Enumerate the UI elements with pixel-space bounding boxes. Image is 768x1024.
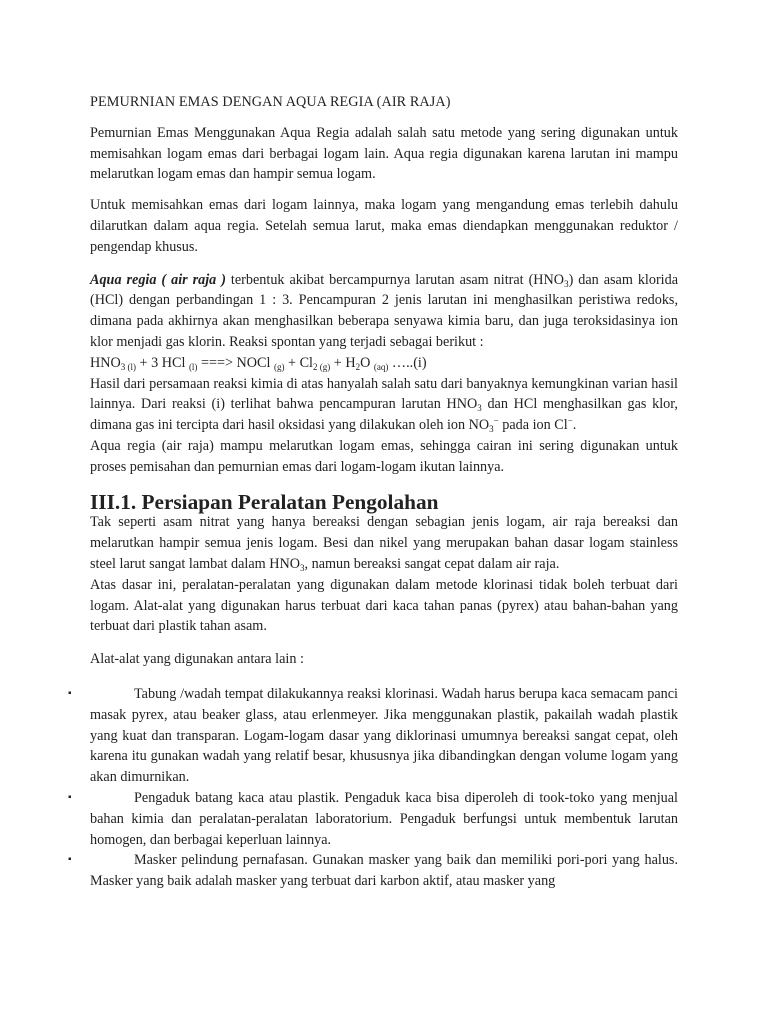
separation-paragraph: Untuk memisahkan emas dari logam lainnya, maka logam yang mengandung emas terlebih dahulu dilarutkan dalam aqua regia. Setelah semua larut, maka emas diendapkan menggunakan reduktor / pengendap khusus. [90, 197, 678, 255]
usage-paragraph: Aqua regia (air raja) mampu melarutkan logam emas, sehingga cairan ini sering digunakan untuk proses pemisahan dan pemurnian emas dari logam-logam ikutan lainnya. [90, 437, 678, 475]
document-body [68, 92, 679, 892]
list-intro: Alat-alat yang digunakan antara lain : [90, 651, 304, 668]
reaction-equation [90, 353, 678, 374]
result-text-d: . [572, 417, 577, 434]
aqua-regia-text-a: terbentuk akibat bercampurnya larutan asam nitrat (HNO [225, 271, 565, 288]
superscript: − [493, 415, 499, 426]
eq-part: + 3 HCl [136, 354, 189, 371]
subscript: 3 [300, 562, 305, 573]
aqua-regia-term: Aqua regia ( air raja ) [90, 271, 226, 288]
section-heading: III.1. Persiapan Peralatan Pengolahan [90, 489, 439, 514]
list-item-text: Tabung /wadah tempat dilakukannya reaksi klorinasi. Wadah harus berupa kaca semacam panci masak pyrex, atau beaker glass, atau erlenmeyer. Jika menggunakan plastik, pakailah wadah plastik yang kuat dan transparan. Logam-logam dasar yang diklorinasi umumnya bereaksi sangat cepat, oleh karena itu gunakan wadah yang relatif besar, khususnya jika dibandingkan dengan volume logam yang akan dimurnikan. [90, 685, 678, 786]
equipment-list [68, 684, 678, 892]
equipment-text-a: Tak seperti asam nitrat yang hanya bereaksi dengan sebagian jenis logam, air raja bereaksi dan melarutkan hampir semua jenis logam. Besi dan nikel yang merupakan bahan dasar logam stainless steel larut sangat lambat dalam HNO [90, 514, 678, 572]
eq-part: + H [330, 354, 356, 371]
eq-state: 2 [355, 361, 361, 372]
equipment-text-b: , namun bereaksi sangat cepat dalam air raja. [304, 555, 560, 572]
eq-state: 2 (g) [312, 361, 331, 372]
eq-part: + Cl [284, 354, 313, 371]
subscript: 3 [564, 278, 569, 289]
result-text-a: Hasil dari persamaan reaksi kimia di atas hanyalah salah satu dari banyaknya kemungkinan varian hasil lainnya. Dari reaksi (i) terlihat bahwa pencampuran larutan HNO [90, 375, 678, 413]
eq-state: (g) [273, 361, 285, 372]
eq-state: (aq) [373, 361, 389, 372]
eq-state: 3 (l) [120, 361, 136, 372]
eq-part: O [360, 354, 374, 371]
list-item [68, 850, 678, 892]
result-text-c: pada ion Cl [498, 417, 568, 434]
intro-paragraph: Pemurnian Emas Menggunakan Aqua Regia adalah salah satu metode yang sering digunakan untuk memisahkan logam emas dari berbagai logam lain. Aqua regia digunakan karena larutan ini mampu melarutkan logam emas dan hampir semua logam. [90, 124, 678, 183]
bullet-icon: ▪ [68, 854, 72, 866]
list-item-text: Masker pelindung pernafasan. Gunakan masker yang baik dan memiliki pori-pori yang halus. Masker yang baik adalah masker yang terbuat dari karbon aktif, atau masker yang [90, 852, 678, 890]
list-item-text: Pengaduk batang kaca atau plastik. Pengaduk kaca bisa diperoleh di took-toko yang menjual bahan kimia dan peralatan-peralatan laboratorium. Pengaduk berfungsi untuk membentuk larutan homogen, dan berbagai keperluan lainnya. [90, 789, 678, 848]
list-item [68, 788, 678, 850]
eq-ref: …..(i) [388, 354, 427, 371]
aqua-regia-paragraph [90, 270, 678, 353]
equipment-paragraph [90, 512, 678, 574]
eq-part: ===> NOCl [197, 354, 274, 371]
subscript: 3 [477, 403, 482, 414]
superscript: − [567, 415, 573, 426]
material-paragraph: Atas dasar ini, peralatan-peralatan yang digunakan dalam metode klorinasi tidak boleh terbuat dari logam. Alat-alat yang digunakan harus terbuat dari kaca tahan panas (pyrex) atau bahan-bahan yang terbuat dari plastik tahan asam. [90, 576, 678, 635]
eq-part: HNO [90, 354, 121, 371]
bullet-icon: ▪ [68, 687, 72, 699]
result-text-b: dan HCl menghasilkan gas klor, dimana gas ini tercipta dari hasil oksidasi yang dilakukan oleh ion NO [90, 396, 678, 434]
aqua-regia-text-b: ) dan asam klorida (HCl) dengan perbandingan 1 : 3. Pencampuran 2 jenis larutan ini menghasilkan peristiwa redoks, dimana pada akhirnya akan menghasilkan beberapa senyawa kimia baru, dan juga teroksidasinya ion klor menjadi gas klorin. Reaksi spontan yang terjadi sebagai berikut : [90, 271, 679, 350]
document-title: PEMURNIAN EMAS DENGAN AQUA REGIA (AIR RAJA) [90, 94, 451, 110]
list-item [68, 684, 678, 788]
eq-state: (l) [188, 361, 198, 372]
subscript: 3 [489, 424, 494, 435]
reaction-result-paragraph [90, 374, 678, 436]
bullet-icon: ▪ [68, 791, 72, 803]
